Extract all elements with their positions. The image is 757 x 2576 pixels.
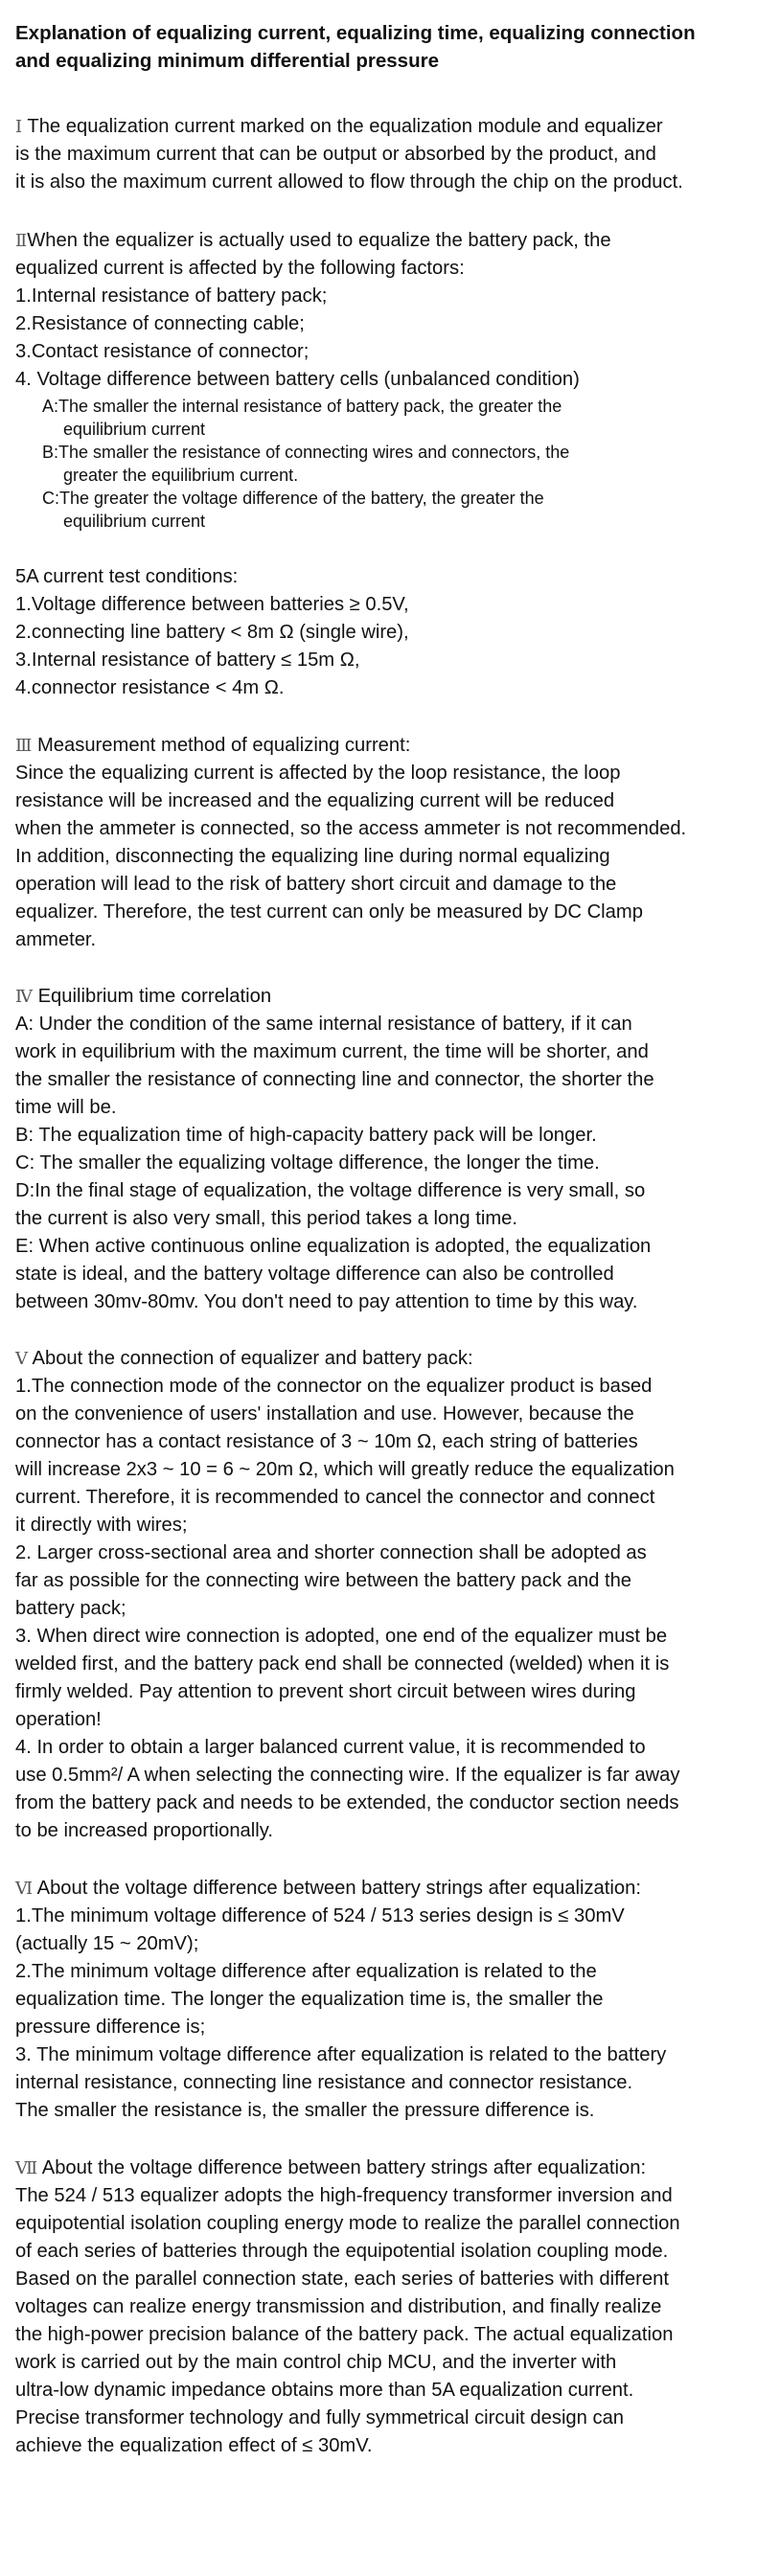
section-5-line: connector has a contact resistance of 3 ~ 10m Ω, each string of batteries (15, 1431, 638, 1452)
section-5-line: use 0.5mm²/ A when selecting the connecting wire. If the equalizer is far away (15, 1765, 680, 1786)
conditions-line: 4.connector resistance < 4m Ω. (15, 677, 285, 698)
section-7-line: Based on the parallel connection state, each series of batteries with different (15, 2268, 669, 2290)
section-1-line: Ⅰ The equalization current marked on the equalization module and equalizer (15, 116, 663, 137)
section-6-line: Ⅵ About the voltage difference between battery strings after equalization: (15, 1878, 641, 1899)
section-7-line: Precise transformer technology and fully symmetrical circuit design can (15, 2407, 625, 2428)
section-7-line: the high-power precision balance of the battery pack. The actual equalization (15, 2324, 674, 2345)
section-2-subitem: equilibrium current (63, 512, 206, 531)
section-3-line: Since the equalizing current is affected by the loop resistance, the loop (15, 763, 621, 784)
section-4-line: Ⅳ Equilibrium time correlation (15, 986, 272, 1007)
section-5-line: will increase 2x3 ~ 10 = 6 ~ 20m Ω, which will greatly reduce the equalization (15, 1459, 675, 1480)
section-7-line: of each series of batteries through the equipotential isolation coupling mode. (15, 2241, 669, 2262)
conditions-line: 2.connecting line battery < 8m Ω (single wire), (15, 622, 409, 643)
section-2-subitem: A:The smaller the internal resistance of battery pack, the greater the (42, 397, 562, 416)
section-5-line: Ⅴ About the connection of equalizer and battery pack: (15, 1348, 473, 1369)
section-numeral: Ⅲ (15, 736, 33, 756)
section-2-line: 1.Internal resistance of battery pack; (15, 285, 328, 307)
conditions-line: 1.Voltage difference between batteries ≥ 0.5V, (15, 594, 409, 615)
section-2-subitem: C:The greater the voltage difference of the battery, the greater the (42, 489, 544, 508)
section-5-line: firmly welded. Pay attention to prevent short circuit between wires during (15, 1681, 636, 1702)
section-3-line: In addition, disconnecting the equalizing line during normal equalizing (15, 846, 610, 867)
section-7-line: work is carried out by the main control chip MCU, and the inverter with (15, 2352, 617, 2373)
title-line: Explanation of equalizing current, equalizing time, equalizing connection (15, 22, 696, 44)
section-4-line: state is ideal, and the battery voltage difference can also be controlled (15, 1264, 614, 1285)
section-numeral: Ⅴ (15, 1349, 28, 1369)
section-5-line: 4. In order to obtain a larger balanced current value, it is recommended to (15, 1737, 646, 1758)
section-3-line: operation will lead to the risk of battery short circuit and damage to the (15, 874, 617, 895)
section-7-line: ultra-low dynamic impedance obtains more than 5A equalization current. (15, 2380, 634, 2401)
section-4-line: the smaller the resistance of connecting line and connector, the shorter the (15, 1069, 654, 1090)
section-6-line: pressure difference is; (15, 2017, 206, 2038)
section-2-line: 4. Voltage difference between battery cells (unbalanced condition) (15, 369, 580, 390)
section-1-line: it is also the maximum current allowed to flow through the chip on the product. (15, 171, 683, 193)
section-7-line: voltages can realize energy transmission and distribution, and finally realize (15, 2296, 662, 2317)
section-2-subitem: B:The smaller the resistance of connecting wires and connectors, the (42, 443, 570, 462)
section-4-line: time will be. (15, 1097, 117, 1118)
section-4-line: between 30mv-80mv. You don't need to pay attention to time by this way. (15, 1291, 638, 1312)
section-6-line: equalization time. The longer the equalization time is, the smaller the (15, 1989, 604, 2010)
section-7-line: equipotential isolation coupling energy mode to realize the parallel connection (15, 2213, 680, 2234)
section-5-line: to be increased proportionally. (15, 1820, 273, 1841)
section-5-line: it directly with wires; (15, 1515, 188, 1536)
section-6-line: 3. The minimum voltage difference after equalization is related to the battery (15, 2044, 667, 2065)
section-2-subitem: greater the equilibrium current. (63, 466, 299, 485)
section-numeral: Ⅳ (15, 987, 33, 1007)
section-5-line: operation! (15, 1709, 102, 1730)
section-3-line: when the ammeter is connected, so the access ammeter is not recommended. (15, 818, 687, 839)
page-title (15, 19, 744, 75)
section-7-line: The 524 / 513 equalizer adopts the high-frequency transformer inversion and (15, 2185, 673, 2206)
section-6-line: internal resistance, connecting line resistance and connector resistance. (15, 2072, 633, 2093)
section-4-line: B: The equalization time of high-capacity battery pack will be longer. (15, 1125, 597, 1146)
section-3-line: equalizer. Therefore, the test current can only be measured by DC Clamp (15, 901, 643, 923)
section-4-line: C: The smaller the equalizing voltage difference, the longer the time. (15, 1152, 600, 1174)
section-5-line: welded first, and the battery pack end shall be connected (welded) when it is (15, 1653, 670, 1675)
section-6-line: (actually 15 ~ 20mV); (15, 1933, 199, 1954)
section-4-line: the current is also very small, this period takes a long time. (15, 1208, 517, 1229)
section-1-line: is the maximum current that can be output or absorbed by the product, and (15, 144, 656, 165)
section-5-line: battery pack; (15, 1598, 126, 1619)
section-4-line: E: When active continuous online equalization is adopted, the equalization (15, 1236, 652, 1257)
section-2-line: 2.Resistance of connecting cable; (15, 313, 305, 334)
section-5-line: current. Therefore, it is recommended to cancel the connector and connect (15, 1487, 655, 1508)
section-7-line: achieve the equalization effect of ≤ 30mV. (15, 2435, 373, 2456)
section-numeral: Ⅰ (15, 117, 23, 137)
section-4-line: work in equilibrium with the maximum current, the time will be shorter, and (15, 1041, 649, 1062)
section-3-line: Ⅲ Measurement method of equalizing current: (15, 735, 411, 756)
section-4-line: D:In the final stage of equalization, the voltage difference is very small, so (15, 1180, 646, 1201)
section-2-line: ⅡWhen the equalizer is actually used to equalize the battery pack, the (15, 230, 611, 251)
section-2-subitem: equilibrium current (63, 420, 206, 439)
section-5-line: far as possible for the connecting wire between the battery pack and the (15, 1570, 632, 1591)
section-5-line: on the convenience of users' installation and use. However, because the (15, 1403, 634, 1425)
section-4-line: A: Under the condition of the same internal resistance of battery, if it can (15, 1014, 632, 1035)
section-2-line: equalized current is affected by the following factors: (15, 258, 465, 279)
section-3-line: ammeter. (15, 929, 97, 950)
section-5-line: from the battery pack and needs to be extended, the conductor section needs (15, 1792, 679, 1813)
section-6-line: The smaller the resistance is, the smaller the pressure difference is. (15, 2100, 595, 2121)
section-3-line: resistance will be increased and the equalizing current will be reduced (15, 790, 615, 811)
section-5-line: 2. Larger cross-sectional area and shorter connection shall be adopted as (15, 1542, 647, 1563)
section-6-line: 2.The minimum voltage difference after equalization is related to the (15, 1961, 597, 1982)
section-7-line: Ⅶ About the voltage difference between battery strings after equalization: (15, 2157, 647, 2178)
section-5-line: 3. When direct wire connection is adopted, one end of the equalizer must be (15, 1626, 668, 1647)
conditions-line: 3.Internal resistance of battery ≤ 15m Ω, (15, 650, 360, 671)
section-2-line: 3.Contact resistance of connector; (15, 341, 310, 362)
conditions-line: 5A current test conditions: (15, 566, 239, 587)
section-numeral: Ⅱ (15, 231, 28, 251)
section-numeral: Ⅶ (15, 2158, 38, 2178)
title-line: and equalizing minimum differential pressure (15, 50, 439, 72)
section-5-line: 1.The connection mode of the connector on the equalizer product is based (15, 1376, 653, 1397)
section-numeral: Ⅵ (15, 1879, 34, 1899)
section-6-line: 1.The minimum voltage difference of 524 / 513 series design is ≤ 30mV (15, 1905, 625, 1926)
